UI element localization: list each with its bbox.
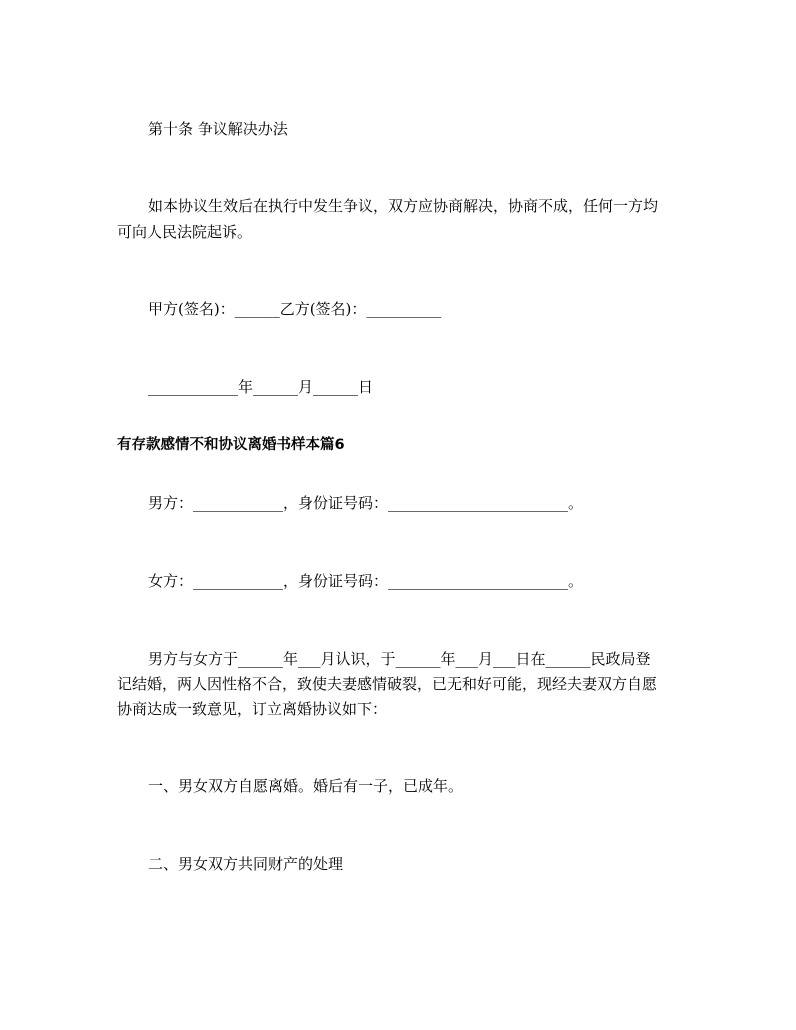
- date-line: ____________年______月______日: [148, 378, 374, 396]
- signature-line: 甲方(签名)：______乙方(签名)：__________: [148, 300, 442, 318]
- clause-two: 二、男女双方共同财产的处理: [148, 855, 344, 873]
- marriage-paragraph-line-1: 男方与女方于______年___月认识，于______年___月___日在______民政局登: [148, 650, 651, 668]
- marriage-paragraph-line-3: 协商达成一致意见，订立离婚协议如下：: [117, 700, 388, 718]
- clause-one: 一、男女双方自愿离婚。婚后有一子，已成年。: [148, 777, 464, 795]
- dispute-paragraph-line-2: 可向人民法院起诉。: [117, 223, 253, 241]
- dispute-paragraph-line-1: 如本协议生效后在执行中发生争议，双方应协商解决，协商不成，任何一方均: [148, 197, 659, 215]
- marriage-paragraph-line-2: 记结婚，两人因性格不合，致使夫妻感情破裂，已无和好可能，现经夫妻双方自愿: [117, 675, 658, 693]
- husband-info-line: 男方：____________，身份证号码：________________________。: [148, 494, 584, 512]
- article-ten-title: 第十条 争议解决办法: [148, 120, 288, 138]
- wife-info-line: 女方：____________，身份证号码：________________________。: [148, 572, 584, 590]
- section-heading: 有存款感情不和协议离婚书样本篇6: [117, 437, 345, 453]
